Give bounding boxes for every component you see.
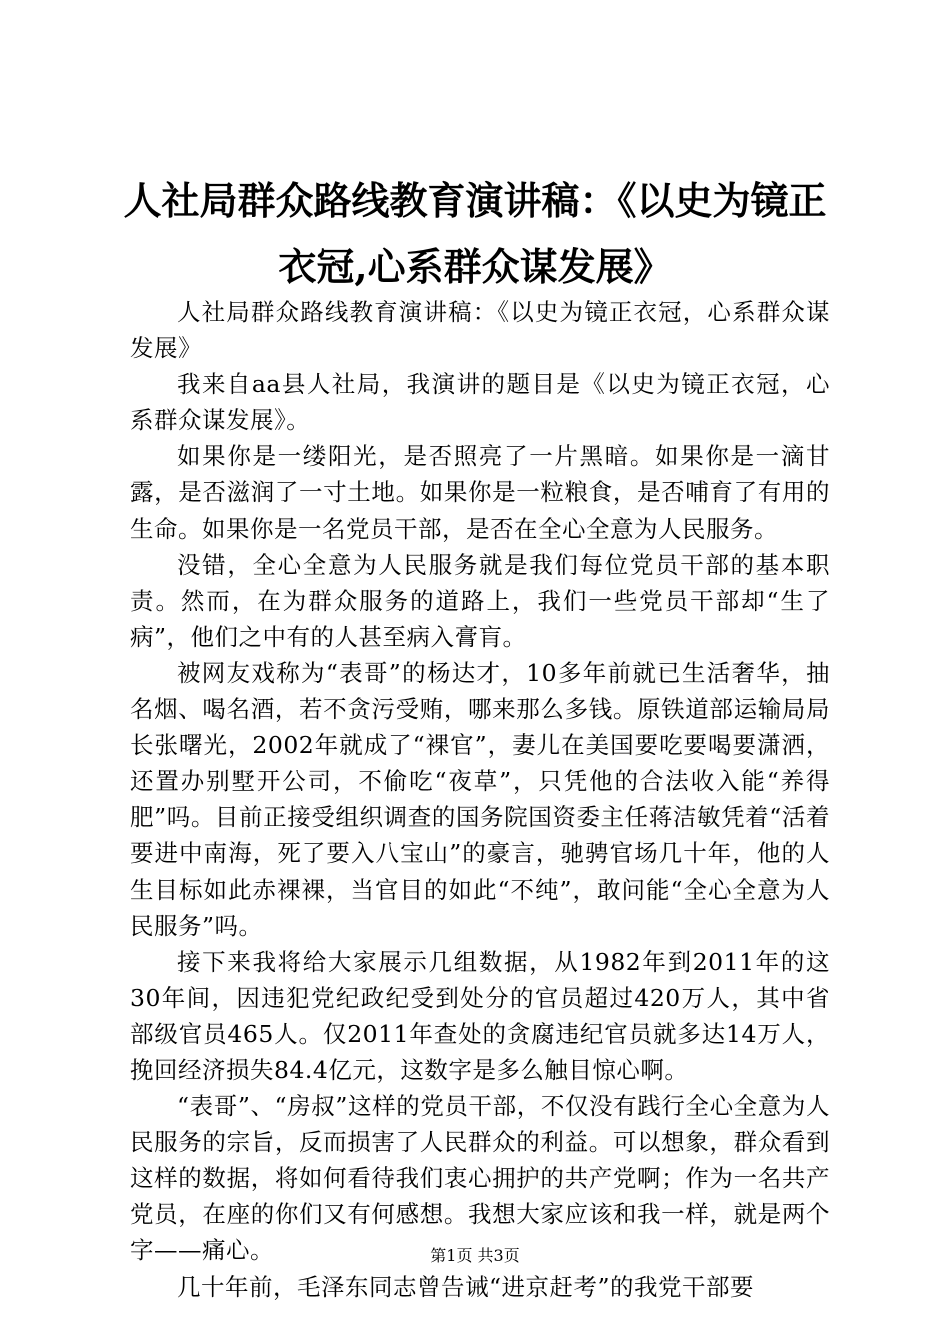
paragraph: 被网友戏称为“表哥”的杨达才，10多年前就已生活奢华，抽名烟、喝名酒，若不贪污受贿，哪来那么多钱。原铁道部运输局局长张曙光，2002年就成了“裸官”，妻儿在美国要吃要喝要潇洒，还置办别墅开公司，不偷吃“夜草”，只凭他的合法收入能“养得肥”吗。目前正接受组织调查的国务院国资委主任蒋洁敏凭着“活着要进中南海，死了要入八宝山”的豪言，驰骋官场几十年，他的人生目标如此赤裸裸，当官目的如此“不纯”，敢问能“全心全意为人民服务”吗。	[130, 658, 830, 940]
paragraph: 没错，全心全意为人民服务就是我们每位党员干部的基本职责。然而，在为群众服务的道路上，我们一些党员干部却“生了病”，他们之中有的人甚至病入膏肓。	[130, 550, 830, 651]
page-footer: 第1页 共3页	[430, 1246, 520, 1265]
paragraph: 几十年前，毛泽东同志曾告诫“进京赶考”的我党干部要	[177, 1272, 755, 1301]
paragraph: 我来自aa县人社局，我演讲的题目是《以史为镜正衣冠，心系群众谋发展》。	[130, 370, 830, 435]
paragraph: 如果你是一缕阳光，是否照亮了一片黑暗。如果你是一滴甘露，是否滋润了一寸土地。如果你是一粒粮食，是否哺育了有用的生命。如果你是一名党员干部，是否在全心全意为人民服务。	[130, 442, 830, 543]
paragraph: “表哥”、“房叔”这样的党员干部，不仅没有践行全心全意为人民服务的宗旨，反而损害了人民群众的利益。可以想象，群众看到这样的数据，将如何看待我们衷心拥护的共产党啊；作为一名共产党员，在座的你们又有何感想。我想大家应该和我一样，就是两个字——痛心。	[130, 1092, 830, 1265]
document-body	[130, 294, 830, 1305]
paragraph: 人社局群众路线教育演讲稿：《以史为镜正衣冠，心系群众谋发展》	[130, 298, 830, 363]
document-title: 人社局群众路线教育演讲稿：《以史为镜正衣冠,心系群众谋发展》	[123, 178, 827, 289]
paragraph: 接下来我将给大家展示几组数据，从1982年到2011年的这30年间，因违犯党纪政纪受到处分的官员超过420万人，其中省部级官员465人。仅2011年查处的贪腐违纪官员就多达14万人，挽回经济损失84.4亿元，这数字是多么触目惊心啊。	[130, 947, 830, 1084]
